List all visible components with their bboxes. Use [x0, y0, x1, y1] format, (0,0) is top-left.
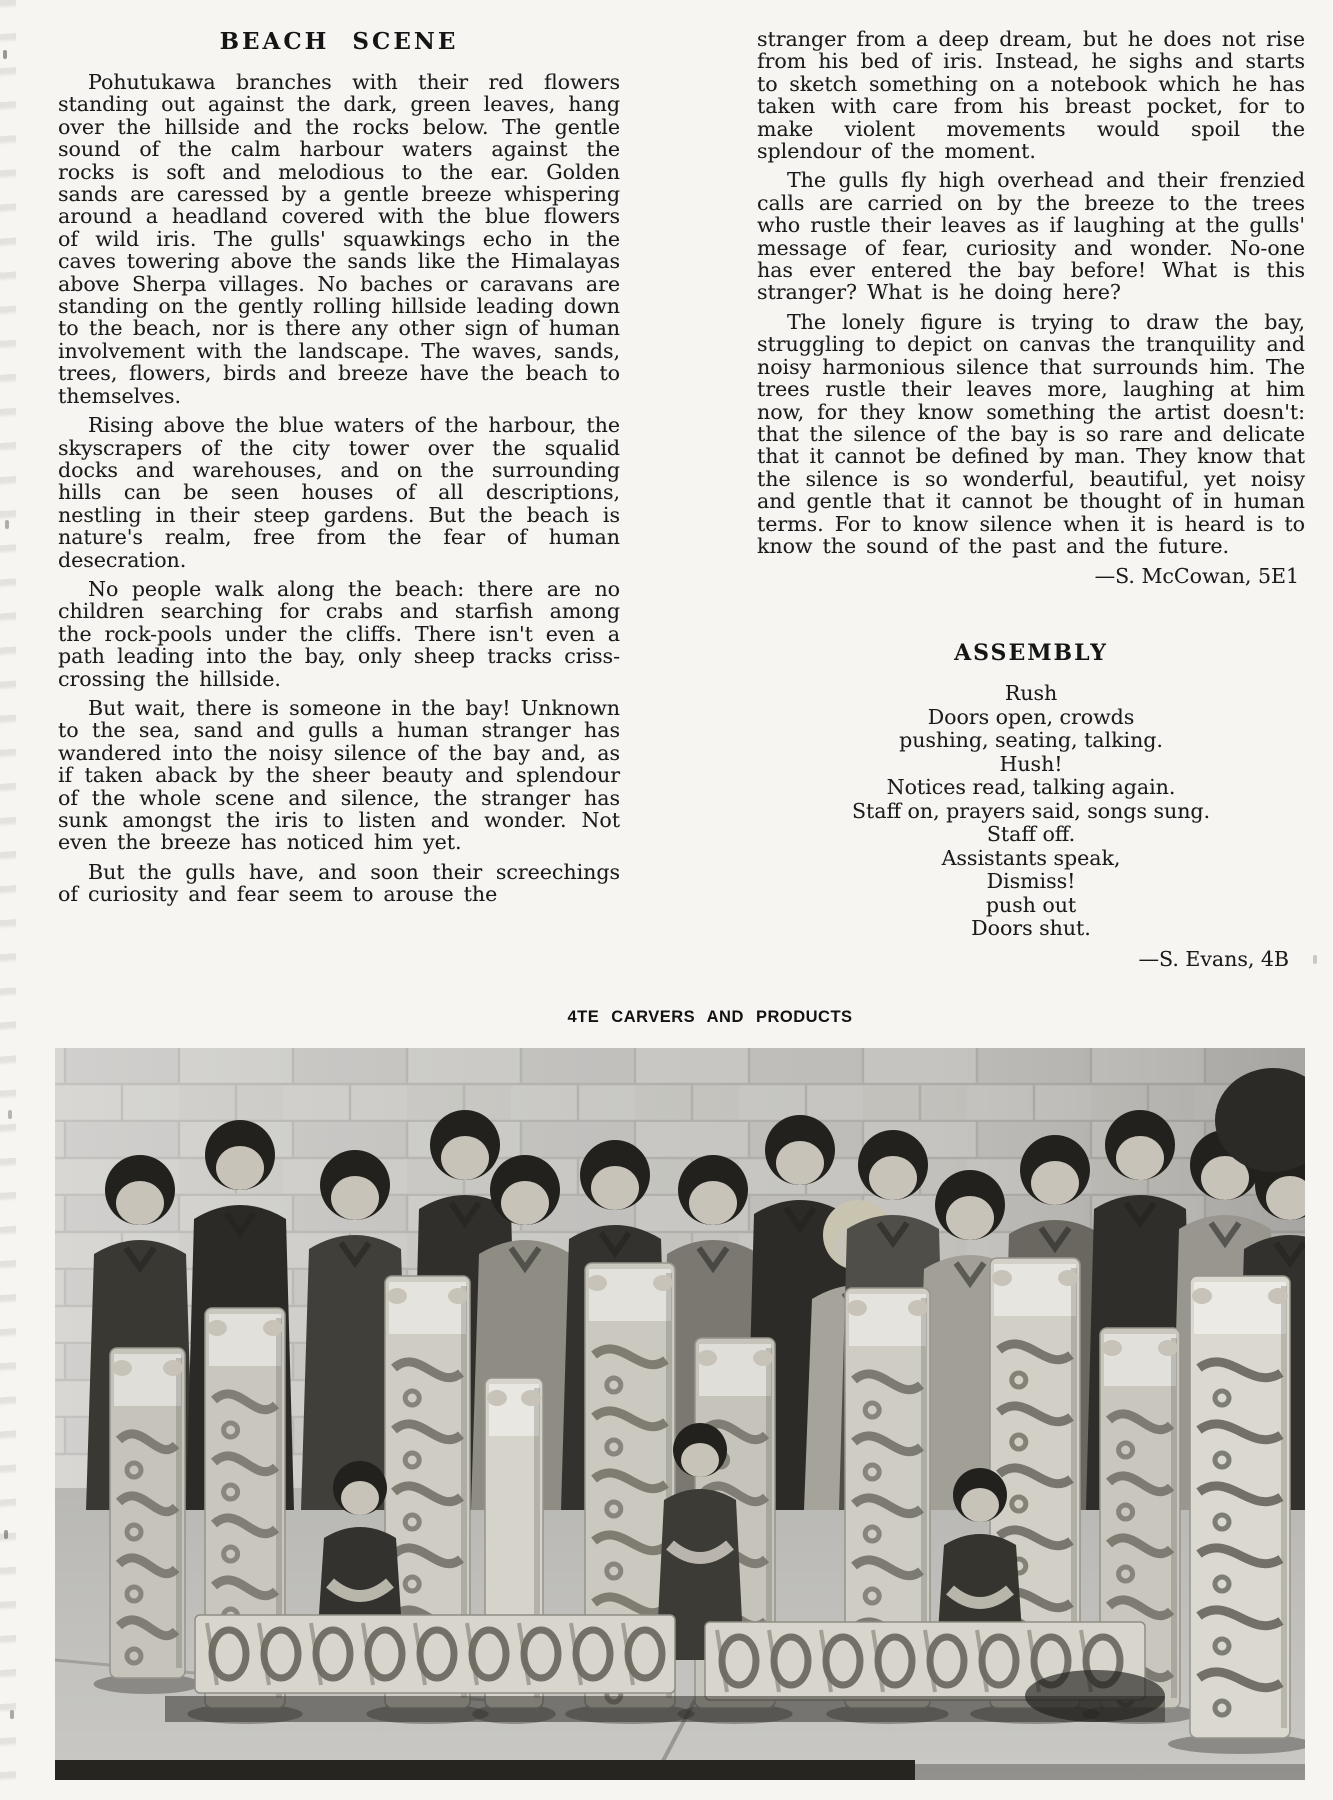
article-paragraph: But the gulls have, and soon their screechings of curiosity and fear seem to arouse the — [58, 859, 620, 907]
group-photo — [55, 1048, 1305, 1780]
carved-lintel-panels — [195, 1615, 1145, 1700]
article-paragraph: The gulls fly high overhead and their frenzied calls are carried on by the breeze to the trees who rustle their leaves as if laughing at the gulls' message of fear, curiosity and wonder. No-one has ever entered the bay before! What is this stranger? What is he doing here? — [757, 168, 1305, 305]
article-paragraph: Pohutukawa branches with their red flowers standing out against the dark, green leaves, hang over the hillside and the rocks below. The gentle sound of the calm harbour waters against the rocks is soft and melodious to the ear. Golden sands are caressed by a gentle breeze whispering around a headland covered with the blue flowers of wild iris. The gulls' squawkings echo in the caves towering above the sands like the Himalayas above Sherpa villages. No baches or caravans are standing on the gently rolling hillside leading down to the beach, nor is there any other sign of human involvement with the landscape. The waves, sands, trees, flowers, birds and breeze have the beach to themselves. — [58, 70, 620, 408]
article-beach-scene-right-column — [757, 28, 1305, 971]
article-paragraph: But wait, there is someone in the bay! Unknown to the sea, sand and gulls a human stranger has wandered into the noisy silence of the bay and, as if taken aback by the sheer beauty and splendour of the whole scene and silence, the stranger has sunk amongst the iris to listen and wonder. Not even the breeze has noticed him yet. — [58, 695, 620, 855]
article-paragraph: No people walk along the beach: there are no children searching for crabs and starfish among the rock-pools under the cliffs. There isn't even a path leading into the bay, only sheep tracks criss-crossing the hillside. — [58, 576, 620, 691]
article-paragraph: Rising above the blue waters of the harbour, the skyscrapers of the city tower over the squalid docks and warehouses, and on the surrounding hills can be seen houses of all descriptions, nestling in their steep gardens. But the beach is nature's realm, free from the fear of human desecration. — [58, 413, 620, 572]
group-photo-svg — [55, 1048, 1305, 1780]
article-beach-scene-left-column — [58, 28, 620, 913]
article-byline: —S. McCowan, 5E1 — [1094, 564, 1299, 589]
poem-line: Dismiss! — [986, 869, 1076, 894]
poem-line: push out — [985, 892, 1077, 917]
poem-line: pushing, seating, talking. — [899, 728, 1163, 753]
photo-caption: 4TE CARVERS AND PRODUCTS — [567, 1008, 853, 1026]
poem-assembly — [757, 640, 1305, 971]
article-title: BEACH SCENE — [219, 28, 459, 55]
poem-line: Assistants speak, — [941, 845, 1121, 870]
article-paragraph: The lonely figure is trying to draw the bay, struggling to depict on canvas the tranquility and noisy harmonious silence that surrounds him. The trees rustle their leaves more, laughing at him now, for they know something the artist doesn't: that the silence of the bay is so rare and delicate that it cannot be defined by man. They know that the silence is so wonderful, beautiful, yet noisy and gentle that it cannot be thought of in human terms. For to know silence when it is heard is to know the sound of the past and the future. — [757, 309, 1305, 558]
poem-title: ASSEMBLY — [954, 640, 1108, 667]
poem-line: Rush — [1004, 681, 1058, 706]
article-paragraph: stranger from a deep dream, but he does not rise from his bed of iris. Instead, he sighs and starts to sketch something on a notebook which he has taken with care from his breast pocket, for to make violent movements would spoil the splendour of the moment. — [757, 27, 1305, 164]
poem-byline: —S. Evans, 4B — [1138, 946, 1289, 971]
scan-edge-noise — [0, 0, 16, 1800]
poem-line: Staff on, prayers said, songs sung. — [851, 798, 1211, 823]
scan-specks — [3, 50, 7, 59]
poem-line: Notices read, talking again. — [886, 775, 1176, 800]
poem-line: Doors shut. — [971, 916, 1091, 941]
poem-line: Hush! — [999, 751, 1063, 776]
poem-line: Staff off. — [986, 822, 1076, 847]
poem-line: Doors open, crowds — [927, 704, 1135, 729]
